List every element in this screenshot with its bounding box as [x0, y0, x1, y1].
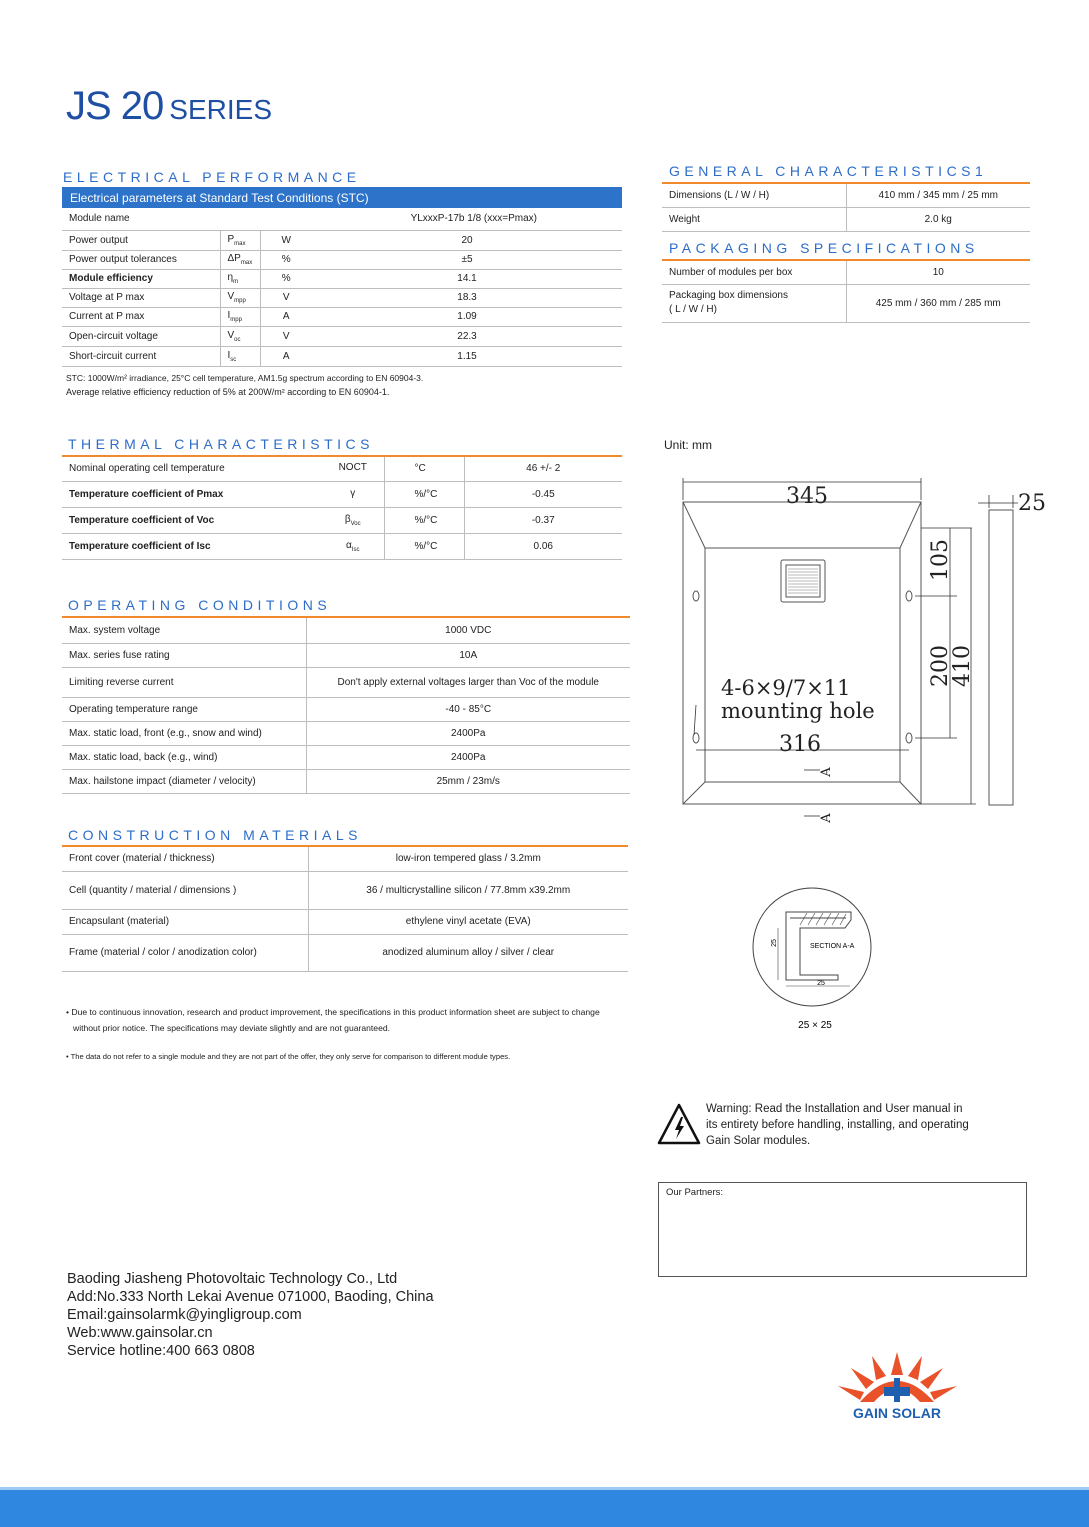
table-row	[62, 269, 622, 288]
row-unit: W	[260, 230, 312, 250]
row-symbol: I	[227, 310, 231, 321]
row-label: Short-circuit current	[62, 346, 220, 366]
row-unit: V	[260, 288, 312, 307]
row-value: 14.1	[312, 269, 622, 288]
row-unit: V	[260, 326, 312, 346]
row-label: Encapsulant (material)	[62, 909, 308, 934]
module-name-label: Module name	[62, 208, 220, 230]
table-row	[62, 643, 630, 667]
operating-heading: OPERATING CONDITIONS	[68, 597, 332, 613]
partners-label: Our Partners:	[666, 1187, 724, 1198]
row-symbol-sub: Isc	[351, 546, 360, 553]
row-symbol-sub: mpp	[234, 298, 246, 304]
unit-label: Unit: mm	[664, 438, 712, 452]
electrical-bar: Electrical parameters at Standard Test Conditions (STC)	[62, 187, 622, 208]
row-label: Number of modules per box	[662, 261, 846, 284]
disclaimer-line-2: without prior notice. The specifications may deviate slightly and are not guaranteed.	[73, 1023, 391, 1033]
row-value: 22.3	[312, 326, 622, 346]
row-label: Operating temperature range	[62, 697, 306, 721]
row-unit: %/°C	[384, 533, 464, 559]
disclaimer-line-1: • Due to continuous innovation, research and product improvement, the specifications in this product information sheet are subject to change	[66, 1007, 600, 1017]
row-unit: %	[260, 250, 312, 269]
row-symbol-sub: max	[240, 260, 253, 266]
row-label: Current at P max	[62, 307, 220, 326]
company-hotline: Service hotline:400 663 0808	[67, 1343, 255, 1359]
row-value: 0.06	[464, 533, 622, 559]
row-unit: A	[260, 307, 312, 326]
thermal-table	[62, 457, 622, 560]
table-row	[62, 909, 628, 934]
dim-200: 200	[928, 645, 953, 687]
row-label: Power output	[62, 230, 220, 250]
table-row	[662, 207, 1030, 231]
row-label: Max. hailstone impact (diameter / velocity)	[62, 769, 306, 793]
row-value: -40 - 85°C	[306, 697, 630, 721]
hole-spec-line-2: mounting hole	[721, 699, 875, 723]
row-value: 1.15	[312, 346, 622, 366]
table-row	[62, 769, 630, 793]
section-mark-bottom: A	[819, 813, 834, 823]
row-label: Max. system voltage	[62, 618, 306, 643]
electrical-heading: ELECTRICAL PERFORMANCE	[63, 169, 361, 185]
row-label: Frame (material / color / anodization color)	[62, 934, 308, 971]
row-label: Max. static load, back (e.g., wind)	[62, 745, 306, 769]
logo-text: GAIN SOLAR	[853, 1405, 941, 1421]
table-row	[62, 507, 622, 533]
row-value: anodized aluminum alloy / silver / clear	[308, 934, 628, 971]
row-unit: %/°C	[384, 507, 464, 533]
row-symbol-sub: sc	[230, 356, 237, 363]
section-dim-horizontal: 25	[817, 980, 825, 987]
row-label: Open-circuit voltage	[62, 326, 220, 346]
row-symbol: γ	[350, 487, 356, 499]
row-symbol: P	[227, 233, 235, 245]
title-model: JS 20	[66, 84, 164, 128]
dim-410: 410	[950, 645, 975, 687]
row-value: 10	[846, 261, 1030, 284]
table-row	[62, 871, 628, 909]
row-value: ethylene vinyl acetate (EVA)	[308, 909, 628, 934]
table-row	[62, 533, 622, 559]
warning-icon	[657, 1102, 701, 1146]
table-row	[62, 230, 622, 250]
module-outline	[683, 502, 921, 804]
row-symbol-sub: m	[233, 279, 239, 285]
table-row	[62, 288, 622, 307]
operating-table	[62, 618, 630, 794]
table-row	[62, 481, 622, 507]
table-row	[62, 618, 630, 643]
dim-345: 345	[786, 484, 828, 509]
construction-table	[62, 847, 628, 972]
partners-box	[658, 1182, 1027, 1277]
section-caption: 25 × 25	[798, 1020, 832, 1031]
row-label: Weight	[662, 207, 846, 231]
row-value: 18.3	[312, 288, 622, 307]
general-heading: GENERAL CHARACTERISTICS1	[669, 163, 988, 179]
row-symbol: ΔP	[227, 253, 241, 264]
table-row	[662, 261, 1030, 284]
table-row	[62, 208, 622, 230]
company-contact	[67, 1270, 434, 1360]
table-row	[62, 745, 630, 769]
row-value: low-iron tempered glass / 3.2mm	[308, 847, 628, 871]
company-email: Email:gainsolarmk@yingligroup.com	[67, 1307, 302, 1323]
table-row	[662, 284, 1030, 322]
section-mark-top: A	[819, 767, 834, 777]
row-value: 25mm / 23m/s	[306, 769, 630, 793]
row-value: -0.45	[464, 481, 622, 507]
row-label: Nominal operating cell temperature	[62, 457, 322, 481]
row-unit: %	[260, 269, 312, 288]
row-label: Module efficiency	[62, 269, 220, 288]
table-row	[62, 346, 622, 366]
row-value: 2.0 kg	[846, 207, 1030, 231]
row-label: Temperature coefficient of Voc	[62, 507, 322, 533]
warning-text: Warning: Read the Installation and User manual in its entirety before handling, installing, and operating Gain Solar modules.	[706, 1103, 969, 1147]
row-symbol: η	[227, 272, 234, 283]
gain-solar-logo	[828, 1340, 968, 1422]
row-label: Limiting reverse current	[62, 667, 306, 697]
row-label: Dimensions (L / W / H)	[662, 184, 846, 207]
side-view	[989, 510, 1013, 805]
thermal-heading: THERMAL CHARACTERISTICS	[68, 436, 375, 452]
table-row	[62, 326, 622, 346]
page-title	[66, 84, 272, 129]
dim-316: 316	[779, 732, 821, 757]
section-dim-vertical: 25	[771, 939, 778, 947]
row-label: Max. static load, front (e.g., snow and wind)	[62, 721, 306, 745]
row-unit: A	[260, 346, 312, 366]
general-table	[662, 184, 1030, 232]
company-name: Baoding Jiasheng Photovoltaic Technology Co., Ltd	[67, 1271, 398, 1287]
stc-note: STC: 1000W/m² irradiance, 25°C cell temperature, AM1.5g spectrum according to EN 60904-3.	[66, 373, 424, 383]
row-symbol-sub: mpp	[230, 317, 242, 323]
row-value: Don't apply external voltages larger than Voc of the module	[306, 667, 630, 697]
table-row	[62, 667, 630, 697]
hole-spec-line-1: 4-6×9/7×11	[721, 676, 851, 700]
dim-25: 25	[1018, 491, 1046, 516]
table-row	[662, 184, 1030, 207]
row-value: 46 +/- 2	[464, 457, 622, 481]
row-label: Cell (quantity / material / dimensions )	[62, 871, 308, 909]
row-value: 425 mm / 360 mm / 285 mm	[846, 284, 1030, 322]
row-symbol-sub: max	[234, 240, 246, 247]
row-label: Max. series fuse rating	[62, 643, 306, 667]
row-value: 410 mm / 345 mm / 25 mm	[846, 184, 1030, 207]
row-symbol: V	[227, 291, 235, 302]
disclaimer-line-3: • The data do not refer to a single module and they are not part of the offer, they only serve for comparison to different module types.	[66, 1052, 511, 1061]
row-value: ±5	[312, 250, 622, 269]
row-value: 1000 VDC	[306, 618, 630, 643]
row-label: Packaging box dimensions	[669, 290, 788, 301]
dim-105: 105	[928, 539, 953, 581]
table-row	[62, 307, 622, 326]
construction-heading: CONSTRUCTION MATERIALS	[68, 827, 362, 843]
row-label: Front cover (material / thickness)	[62, 847, 308, 871]
row-label-2: ( L / W / H)	[669, 304, 717, 315]
packaging-table	[662, 261, 1030, 323]
row-value: -0.37	[464, 507, 622, 533]
row-symbol: I	[227, 349, 231, 361]
electrical-table	[62, 208, 622, 367]
module-name-value: YLxxxP-17b 1/8 (xxx=Pmax)	[220, 208, 622, 230]
row-value: 20	[312, 230, 622, 250]
table-row	[62, 847, 628, 871]
row-value: 2400Pa	[306, 745, 630, 769]
table-row	[62, 721, 630, 745]
row-label: Temperature coefficient of Pmax	[62, 481, 322, 507]
row-value: 10A	[306, 643, 630, 667]
section-detail	[745, 880, 875, 1040]
row-label: Temperature coefficient of Isc	[62, 533, 322, 559]
row-unit: %/°C	[384, 481, 464, 507]
row-symbol: V	[227, 329, 235, 341]
title-series: SERIES	[169, 94, 272, 125]
section-label: SECTION A-A	[810, 943, 855, 950]
table-row	[62, 250, 622, 269]
module-drawing	[640, 470, 1070, 840]
company-web: Web:www.gainsolar.cn	[67, 1325, 213, 1341]
efficiency-note: Average relative efficiency reduction of 5% at 200W/m² according to EN 60904-1.	[66, 387, 390, 397]
row-value: 1.09	[312, 307, 622, 326]
row-unit: °C	[384, 457, 464, 481]
table-row	[62, 457, 622, 481]
row-symbol-sub: Voc	[350, 520, 361, 527]
table-row	[62, 934, 628, 971]
row-symbol: NOCT	[338, 462, 367, 474]
row-value: 2400Pa	[306, 721, 630, 745]
footer-bar	[0, 1490, 1089, 1527]
row-label: Power output tolerances	[62, 250, 220, 269]
table-row	[62, 697, 630, 721]
packaging-heading: PACKAGING SPECIFICATIONS	[669, 240, 979, 256]
row-value: 36 / multicrystalline silicon / 77.8mm x39.2mm	[308, 871, 628, 909]
row-symbol: β	[344, 513, 351, 525]
company-address: Add:No.333 North Lekai Avenue 071000, Baoding, China	[67, 1289, 434, 1305]
row-symbol: α	[346, 539, 352, 551]
row-symbol-sub: oc	[234, 336, 241, 343]
row-label: Voltage at P max	[62, 288, 220, 307]
